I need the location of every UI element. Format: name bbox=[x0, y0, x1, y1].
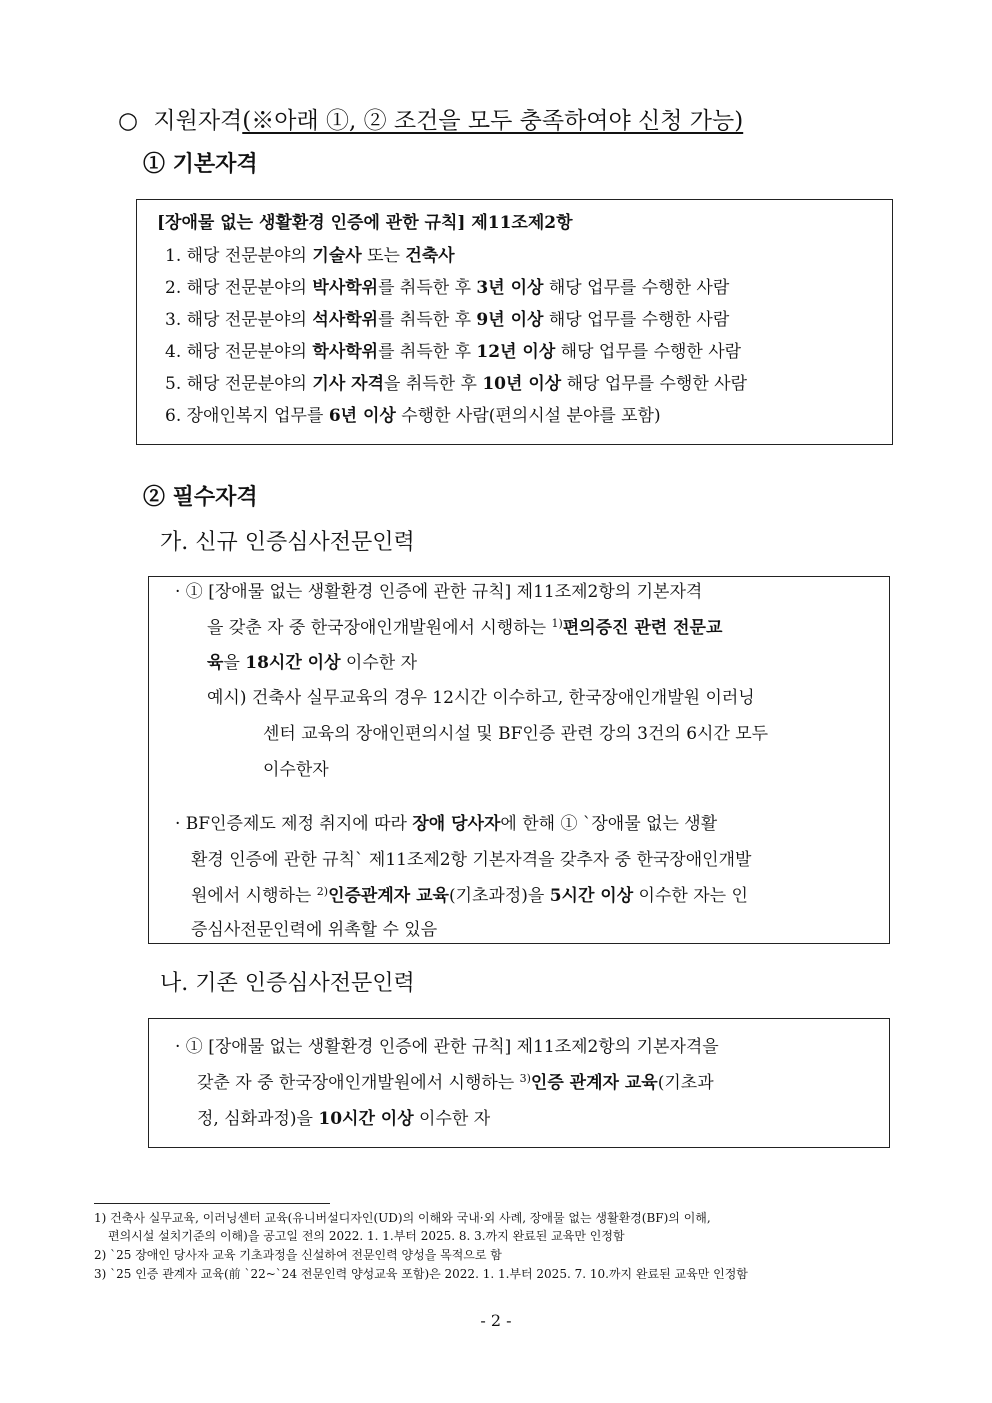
new-experts-p2-line3: 원에서 시행하는 $^{2)}$인증관계자 교육(기초과정)을 5시간 이상 이수한 자는 인 bbox=[191, 885, 748, 906]
footnote-3: 3) `25 인증 관계자 교육(前 `22~`24 전문인력 양성교육 포함)은 2022. 1. 1.부터 2025. 7. 10.까지 완료된 교육만 인정함 bbox=[94, 1267, 748, 1281]
basic-qualification-box bbox=[136, 199, 893, 445]
required-qualification-heading: ② 필수자격 bbox=[143, 484, 258, 510]
list-item: 1. 해당 전문분야의 기술사 또는 건축사 bbox=[165, 246, 455, 266]
existing-experts-line1: · ① [장애물 없는 생활환경 인증에 관한 규칙] 제11조제2항의 기본자격을 bbox=[175, 1037, 719, 1057]
new-experts-p1-line1: · ① [장애물 없는 생활환경 인증에 관한 규칙] 제11조제2항의 기본자격 bbox=[175, 582, 703, 602]
list-item: 4. 해당 전문분야의 학사학위를 취득한 후 12년 이상 해당 업무를 수행한 사람 bbox=[165, 342, 742, 362]
section-title bbox=[118, 102, 743, 135]
existing-experts-box bbox=[148, 1018, 890, 1148]
existing-experts-line2: 갖춘 자 중 한국장애인개발원에서 시행하는 $^{3)}$인증 관계자 교육(기초과 bbox=[197, 1072, 714, 1093]
list-item: 5. 해당 전문분야의 기사 자격을 취득한 후 10년 이상 해당 업무를 수행한 사람 bbox=[165, 374, 748, 394]
footnote-divider bbox=[94, 1203, 330, 1204]
list-item: 2. 해당 전문분야의 박사학위를 취득한 후 3년 이상 해당 업무를 수행한 사람 bbox=[165, 278, 730, 298]
new-experts-p1-line3: 육을 18시간 이상 이수한 자 bbox=[207, 653, 418, 673]
new-experts-heading: 가. 신규 인증심사전문인력 bbox=[160, 530, 415, 555]
footnote-1-line2: 편의시설 설치기준의 이해)을 공고일 전의 2022. 1. 1.부터 2025. 8. 3.까지 완료된 교육만 인정함 bbox=[108, 1229, 625, 1243]
new-experts-p2-line1: · BF인증제도 제정 취지에 따라 장애 당사자에 한해 ① `장애물 없는 생활 bbox=[175, 814, 718, 834]
basic-qualification-heading: ① 기본자격 bbox=[143, 151, 258, 177]
new-experts-p2-line2: 환경 인증에 관한 규칙` 제11조제2항 기본자격을 갖추자 중 한국장애인개발 bbox=[191, 850, 752, 870]
circle-bullet-icon: ○ bbox=[118, 108, 139, 134]
existing-experts-heading: 나. 기존 인증심사전문인력 bbox=[160, 971, 415, 996]
list-item: 3. 해당 전문분야의 석사학위를 취득한 후 9년 이상 해당 업무를 수행한 사람 bbox=[165, 310, 730, 330]
example-line2: 센터 교육의 장애인편의시설 및 BF인증 관련 강의 3건의 6시간 모두 bbox=[263, 724, 769, 744]
example-line3: 이수한자 bbox=[263, 760, 329, 780]
new-experts-box bbox=[148, 576, 890, 944]
footnote-2: 2) `25 장애인 당사자 교육 기초과정을 신설하여 전문인력 양성을 목적으로 함 bbox=[94, 1248, 502, 1262]
existing-experts-line3: 정, 심화과정)을 10시간 이상 이수한 자 bbox=[197, 1109, 491, 1129]
section-title-label: 지원자격 bbox=[153, 108, 243, 134]
new-experts-p2-line4: 증심사전문인력에 위촉할 수 있음 bbox=[191, 920, 438, 940]
list-item: 6. 장애인복지 업무를 6년 이상 수행한 사람(편의시설 분야를 포함) bbox=[165, 406, 661, 426]
box-title: [장애물 없는 생활환경 인증에 관한 규칙] 제11조제2항 bbox=[157, 213, 573, 233]
section-title-condition: (※아래 ①, ② 조건을 모두 충족하여야 신청 가능) bbox=[242, 108, 744, 134]
page-number: - 2 - bbox=[480, 1311, 512, 1330]
footnote-1-line1: 1) 건축사 실무교육, 이러닝센터 교육(유니버설디자인(UD)의 이해와 국내·외 사례, 장애물 없는 생활환경(BF)의 이해, bbox=[94, 1211, 711, 1225]
example-line1: 예시) 건축사 실무교육의 경우 12시간 이수하고, 한국장애인개발원 이러닝 bbox=[207, 688, 755, 708]
new-experts-p1-line2: 을 갖춘 자 중 한국장애인개발원에서 시행하는 $^{1)}$편의증진 관련 전문교 bbox=[207, 617, 723, 638]
